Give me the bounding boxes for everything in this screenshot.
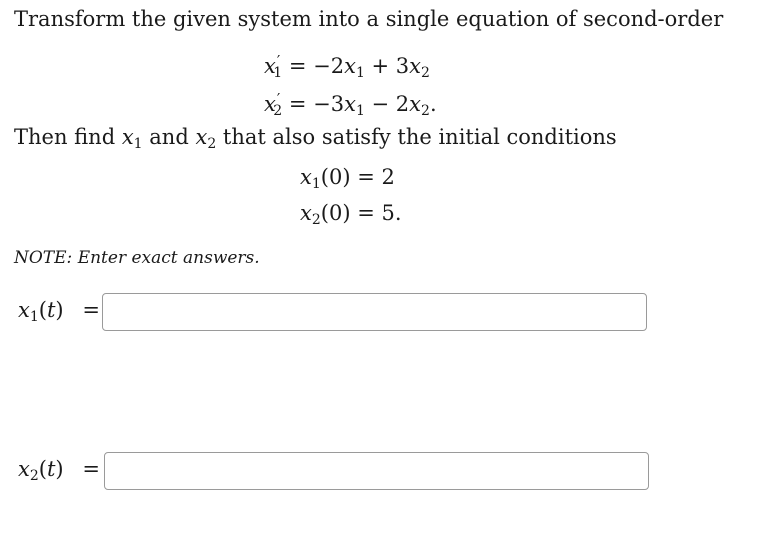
x1-answer-input[interactable] <box>102 293 647 331</box>
problem-intro: Transform the given system into a single equation of second-order <box>14 7 724 31</box>
x2-answer-label: $x_2(t)$ = <box>18 457 100 484</box>
problem-instruction: Then find $x_1$ and $x_2$ that also satisfy the initial conditions <box>14 125 617 152</box>
initial-condition-2: $x_2(0) = 5$. <box>300 201 402 228</box>
x1-answer-label: $x_1(t)$ = <box>18 298 100 325</box>
note-text: NOTE: Enter exact answers. <box>14 248 260 268</box>
system-equation-2: $x'_2 = -3x_1 - 2x_2$. <box>264 90 437 119</box>
system-equation-1: $x'_1 = -2x_1 + 3x_2$ <box>264 52 430 81</box>
initial-condition-1: $x_1(0) = 2$ <box>300 165 395 192</box>
x2-answer-input[interactable] <box>104 452 649 490</box>
